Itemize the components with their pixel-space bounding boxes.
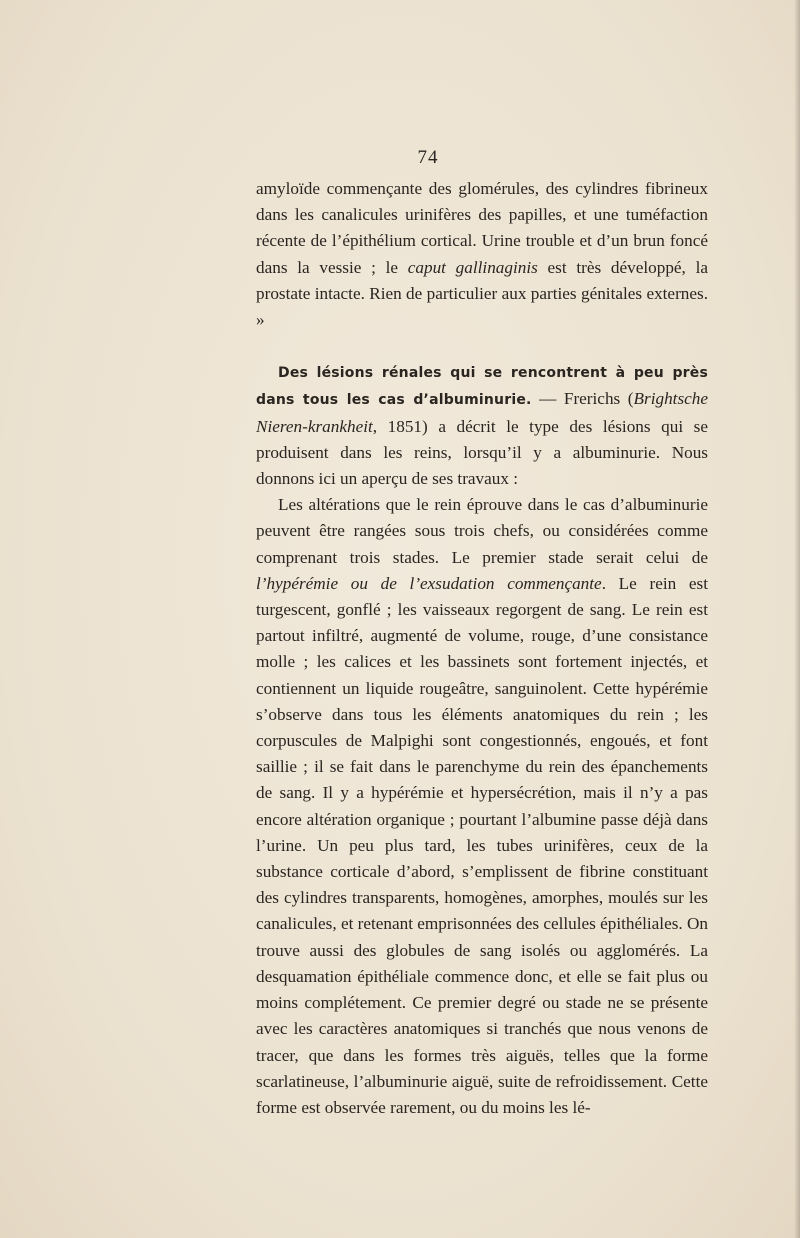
paragraph-text: Les altérations que le rein éprouve dans le cas d’albuminurie peuvent être rangées sous trois chefs, ou considérées comme comprenant trois stades. Le premier stade serait celui de [256, 495, 708, 567]
paragraph-text: , 1851) a décrit le type des lésions qui se produisent dans les reins, lorsqu’il y a albuminurie. Nous donnons ici un aperçu de ses travaux : [256, 416, 708, 489]
italic-term: l’hypérémie ou de l’exsudation commençante [256, 573, 602, 593]
page-number: 74 [417, 147, 439, 168]
paragraph-continuation [256, 176, 708, 333]
body-text [256, 176, 708, 1121]
italic-title: Brightsche Nieren-krankheit [256, 389, 708, 436]
paragraph-text: est très développé, la prostate intacte. Rien de particulier aux parties génitales externes. » [256, 257, 708, 330]
section-heading: Des lésions rénales qui se rencontrent à peu près dans tous les cas d’albuminurie. [256, 365, 708, 409]
paragraph-text: amyloïde commençante des glomérules, des cylindres fibrineux dans les canalicules urinifères des papilles, et une tuméfaction récente de l’épithélium cortical. Urine trouble et d’un brun foncé dans la vessie ; le [256, 179, 708, 277]
body-paragraph [256, 492, 708, 1121]
paragraph-text: . Le rein est turgescent, gonflé ; les vaisseaux regorgent de sang. Le rein est partout infiltré, augmenté de volume, rouge, d’une consistance molle ; les calices et les bassinets sont fortement injectés, et contiennent un liquide rougeâtre, sanguinolent. Cette hypérémie s’observe dans tous les éléments anatomiques du rein ; les corpuscules de Malpighi sont congestionnés, engoués, et font saillie ; il se fait dans le parenchyme du rein des épanchements de sang. Il y a hypérémie et hypersécrétion, mais il n’y a pas encore altération organique ; pourtant l’albumine passe déjà dans l’urine. Un peu plus tard, les tubes urinifères, ceux de la substance corticale d’abord, s’emplissent de fibrine constituant des cylindres transparents, homogènes, amorphes, moulés sur les canalicules, et retenant emprisonnées des cellules épithéliales. On trouve aussi des globules de sang isolés ou agglomérés. La desquamation épithéliale commence donc, et elle se fait plus ou moins complétement. Ce premier degré ou stade ne se présente avec les caractères anatomiques si tranchés que nous venons de tracer, que dans les formes très aiguës, telles que la forme scarlatineuse, l’albuminurie aiguë, suite de refroidissement. Cette forme est observée rarement, ou du moins les lé- [256, 573, 708, 1117]
paragraph-text: — Frerichs ( [531, 389, 634, 409]
italic-term: caput gallinaginis [407, 257, 538, 277]
page-edge-shadow [794, 0, 800, 1238]
section-paragraph [256, 359, 708, 492]
